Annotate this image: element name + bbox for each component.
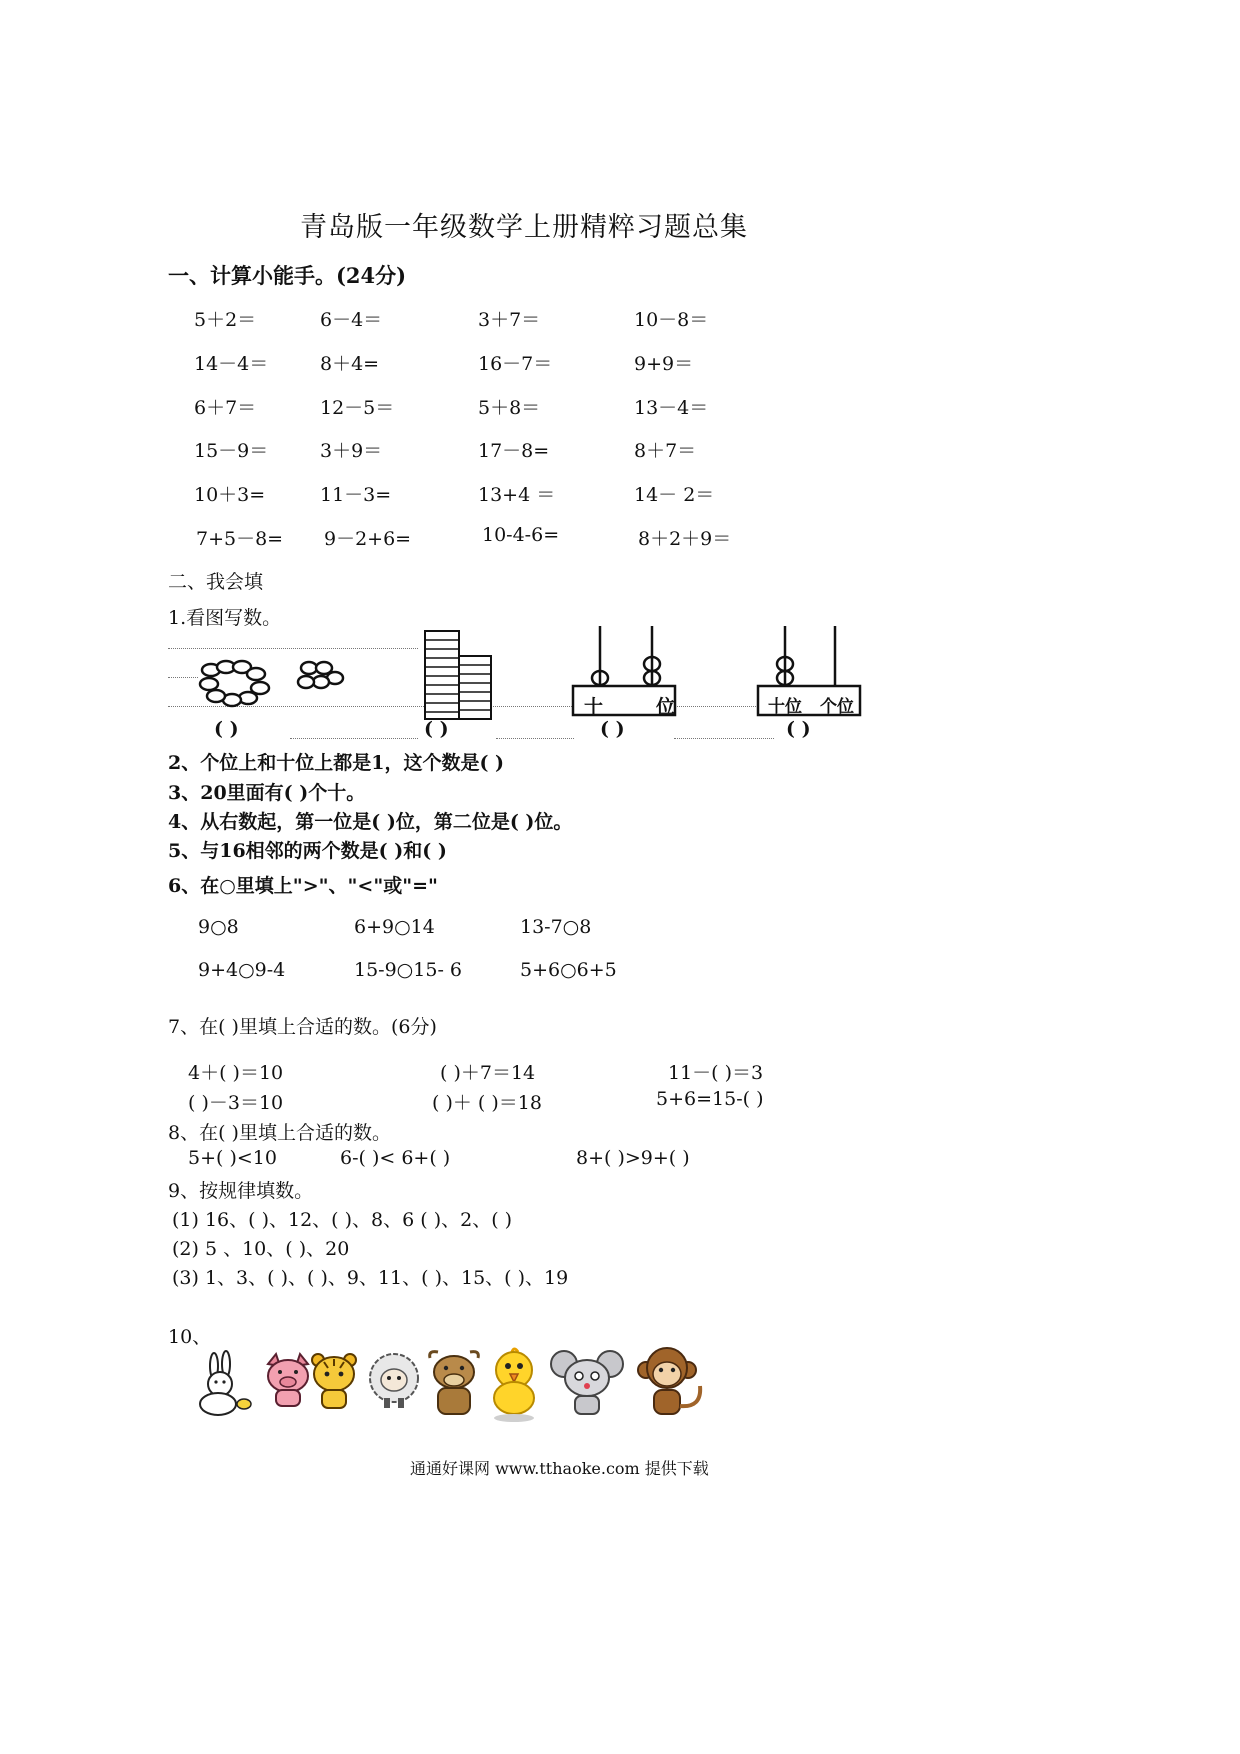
fill-item: ( )－3＝10 — [188, 1092, 284, 1114]
fill-item: 8+( )>9+( ) — [576, 1147, 690, 1169]
abacus-1-tens-label: 十 — [584, 696, 604, 718]
calc-item: 16－7＝ — [478, 353, 553, 375]
calc-item: 10－8＝ — [634, 309, 709, 331]
fill-item: 4＋( )＝10 — [188, 1062, 284, 1084]
section-1-heading: 一、计算小能手。(24分) — [168, 263, 407, 288]
calc-item: 14－ 2＝ — [634, 484, 715, 506]
monkey-icon — [636, 1346, 708, 1420]
calc-item: 9+9＝ — [634, 353, 694, 375]
calc-item: 10-4-6= — [482, 524, 560, 546]
compare-item: 13-7○8 — [520, 916, 592, 938]
guide-line — [290, 738, 418, 739]
fill-item: ( )＋7＝14 — [440, 1062, 536, 1084]
calc-item: 7+5－8= — [196, 528, 284, 550]
fill-item: ( )＋ ( )＝18 — [432, 1092, 542, 1114]
q1-answer-blank[interactable]: ( ) — [424, 718, 449, 740]
calc-item: 14－4＝ — [194, 353, 269, 375]
compare-item: 9+4○9-4 — [198, 959, 286, 981]
calc-item: 9－2+6= — [324, 528, 412, 550]
compare-item: 5+6○6+5 — [520, 959, 617, 981]
calc-item: 8＋2＋9＝ — [638, 528, 732, 550]
guide-line — [674, 738, 774, 739]
calc-item: 6＋7＝ — [194, 397, 257, 419]
calc-item: 15－9＝ — [194, 440, 269, 462]
chick-icon — [484, 1346, 544, 1422]
q4-text: 4、从右数起，第一位是( )位，第二位是( )位。 — [168, 811, 573, 833]
counters-figure — [196, 660, 346, 715]
q9-label: 9、按规律填数。 — [168, 1180, 314, 1202]
q3-text: 3、20里面有( )个十。 — [168, 782, 366, 804]
calc-item: 17－8= — [478, 440, 550, 462]
q1-answer-blank[interactable]: ( ) — [214, 718, 239, 740]
q1-label: 1.看图写数。 — [168, 607, 282, 629]
calc-item: 11－3= — [320, 484, 392, 506]
abacus-2-ones-label: 个位 — [820, 697, 854, 717]
ox-icon — [424, 1348, 484, 1418]
calc-item: 3＋7＝ — [478, 309, 541, 331]
q7-label: 7、在( )里填上合适的数。(6分) — [168, 1016, 437, 1038]
rabbit-icon — [190, 1352, 260, 1418]
fill-item: 5+( )<10 — [188, 1147, 277, 1169]
calc-item: 13+4 ＝ — [478, 484, 556, 506]
fill-item: 6-( )< 6+( ) — [340, 1147, 451, 1169]
q1-answer-blank[interactable]: ( ) — [600, 718, 625, 740]
q6-label: 6、在○里填上">"、"<"或"=" — [168, 875, 438, 897]
sequence-line: (2) 5 、10、( )、20 — [172, 1238, 350, 1260]
page-title: 青岛版一年级数学上册精粹习题总集 — [300, 212, 748, 243]
q1-answer-blank[interactable]: ( ) — [786, 718, 811, 740]
abacus-2-tens-label: 十位 — [768, 697, 802, 717]
compare-item: 6+9○14 — [354, 916, 435, 938]
sheep-icon — [364, 1352, 424, 1410]
calc-item: 5＋2＝ — [194, 309, 257, 331]
calc-item: 6－4＝ — [320, 309, 383, 331]
mouse-icon — [550, 1348, 624, 1420]
q5-text: 5、与16相邻的两个数是( )和( ) — [168, 840, 447, 862]
calc-item: 10＋3= — [194, 484, 266, 506]
tiger-icon — [306, 1350, 362, 1412]
footer-text: 通通好课网 www.tthaoke.com 提供下载 — [410, 1459, 709, 1478]
bar-stack-figure — [424, 630, 494, 722]
compare-item: 15-9○15- 6 — [354, 959, 462, 981]
calc-item: 5＋8＝ — [478, 397, 541, 419]
calc-item: 3＋9＝ — [320, 440, 383, 462]
calc-item: 8＋7＝ — [634, 440, 697, 462]
sequence-line: (3) 1、3、( )、( )、9、11、( )、15、( )、19 — [172, 1267, 569, 1289]
calc-item: 12－5＝ — [320, 397, 395, 419]
q2-text: 2、个位上和十位上都是1，这个数是( ) — [168, 752, 505, 774]
abacus-1-place-label: 位 — [656, 696, 676, 718]
q10-label: 10、 — [168, 1326, 212, 1348]
fill-item: 5+6=15-( ) — [656, 1088, 764, 1110]
guide-line — [168, 648, 418, 649]
fill-item: 11－( )＝3 — [668, 1062, 764, 1084]
calc-item: 8＋4= — [320, 353, 380, 375]
section-2-heading: 二、我会填 — [168, 571, 264, 593]
sequence-line: (1) 16、( )、12、( )、8、6 ( )、2、( ) — [172, 1209, 513, 1231]
q8-label: 8、在( )里填上合适的数。 — [168, 1122, 391, 1144]
guide-line — [496, 738, 574, 739]
guide-line — [168, 677, 198, 678]
compare-item: 9○8 — [198, 916, 239, 938]
calc-item: 13－4＝ — [634, 397, 709, 419]
